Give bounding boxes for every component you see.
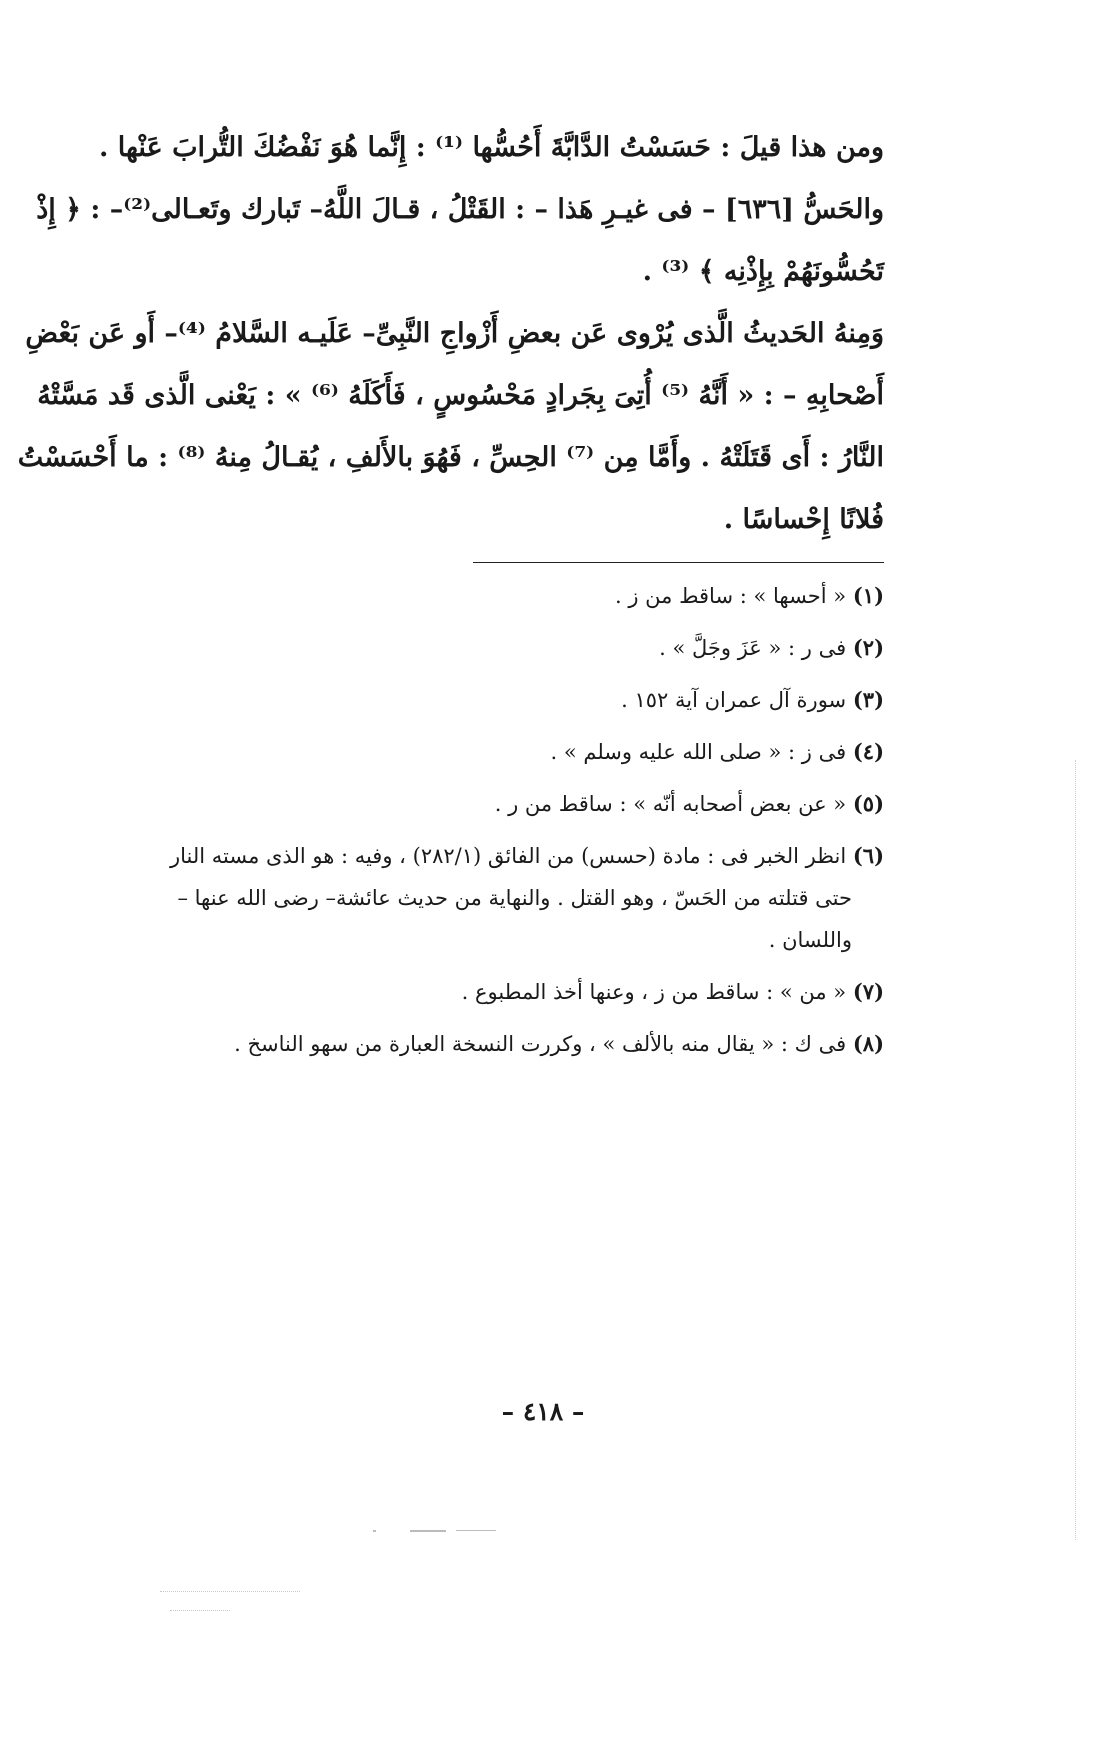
footnote-1 xyxy=(194,582,884,610)
footnote-number: (٥) xyxy=(852,791,884,816)
scan-artifact-dots xyxy=(170,1610,230,1611)
main-text-block xyxy=(17,128,884,562)
scan-artifact-dash xyxy=(373,1530,376,1532)
footnote-text: « من » : ساقط من ز ، وعنها أخذ المطبوع . xyxy=(461,980,847,1004)
footnote-text: « عن بعض أصحابه أنّه » : ساقط من ر . xyxy=(494,792,847,816)
body-line-1: ومن هذا قيلَ : حَسَسْتُ الدَّابَّةَ أَحُسُّها ⁽¹⁾ : إِنَّما هُوَ نَفْضُكَ التُّرابَ عَنْها . xyxy=(98,132,884,163)
footnote-number: (٨) xyxy=(852,1031,884,1056)
footnote-5 xyxy=(194,790,884,818)
footnote-3 xyxy=(194,686,884,714)
footnote-number: (٤) xyxy=(852,739,884,764)
footnote-6-continuation-2: واللسان . xyxy=(768,928,852,952)
footnote-text: « أحسها » : ساقط من ز . xyxy=(615,584,847,608)
footnote-7 xyxy=(194,978,884,1006)
body-line-5: أَصْحابِهِ – : « أَنَّهُ ⁽⁵⁾ أُتِىَ بِجَرادٍ مَحْسُوسٍ ، فَأَكَلَهُ ⁽⁶⁾ » : يَعْنى الَّذى قَد مَسَّتْهُ xyxy=(37,380,884,411)
footnote-text: انظر الخبر فى : مادة (حسس) من الفائق (٢٨٢/١) ، وفيه : هو الذى مسته النار xyxy=(169,844,847,868)
footnote-number: (١) xyxy=(852,583,884,608)
footnote-number: (٢) xyxy=(852,635,884,660)
footnote-6 xyxy=(169,842,884,870)
footnote-text: فى ك : « يقال منه بالألف » ، وكررت النسخة العبارة من سهو الناسخ . xyxy=(234,1032,847,1056)
body-line-4: وَمِنهُ الحَديثُ الَّذى يُرْوى عَن بعضِ أَزْواجِ النَّبِىِّ– عَلَيـه السَّلامُ ⁽⁴⁾– أَو عَن بَعْضِ xyxy=(25,318,884,349)
page-number: – ٤١٨ – xyxy=(501,1397,585,1426)
footnote-6-continuation-1: حتى قتلته من الحَسّ ، وهو القتل . والنهاية من حديث عائشة– رضى الله عنها – xyxy=(177,886,852,910)
footnotes-block xyxy=(169,582,884,1082)
footnote-text: سورة آل عمران آية ١٥٢ . xyxy=(621,688,847,712)
footnote-text: فى ز : « صلى الله عليه وسلم » . xyxy=(550,740,847,764)
footnote-8 xyxy=(194,1030,884,1058)
footnote-text: فى ر : « عَزَ وجَلَّ » . xyxy=(659,636,847,660)
scan-artifact-dots xyxy=(160,1591,300,1592)
footnote-4 xyxy=(194,738,884,766)
scan-artifact-edge xyxy=(1075,760,1076,1540)
body-line-7: فُلانًا إِحْساسًا . xyxy=(723,504,884,535)
footnote-number: (٣) xyxy=(852,687,884,712)
footnote-number: (٧) xyxy=(852,979,884,1004)
scan-artifact-dash xyxy=(410,1530,446,1532)
footnote-divider xyxy=(473,562,884,563)
body-line-2: والحَسُّ [٦٣٦] – فى غيـرِ هَذا – : القَتْلُ ، قـالَ اللَّهُ– تَبارك وتَعـالى⁽²⁾– : ﴿ إِذْ xyxy=(36,194,884,225)
footnote-2 xyxy=(194,634,884,662)
body-line-6: النَّارُ : أَى قَتَلَتْهُ . وأَمَّا مِن ⁽⁷⁾ الحِسِّ ، فَهُوَ بالأَلفِ ، يُقـالُ مِنهُ ⁽⁸⁾ : ما أَحْسَسْتُ xyxy=(17,442,884,473)
footnote-number: (٦) xyxy=(852,843,884,868)
body-line-3: تَحُسُّونَهُمْ بِإِذْنِه ﴾ ⁽³⁾ . xyxy=(642,256,884,287)
scan-artifact-dash xyxy=(456,1530,496,1531)
